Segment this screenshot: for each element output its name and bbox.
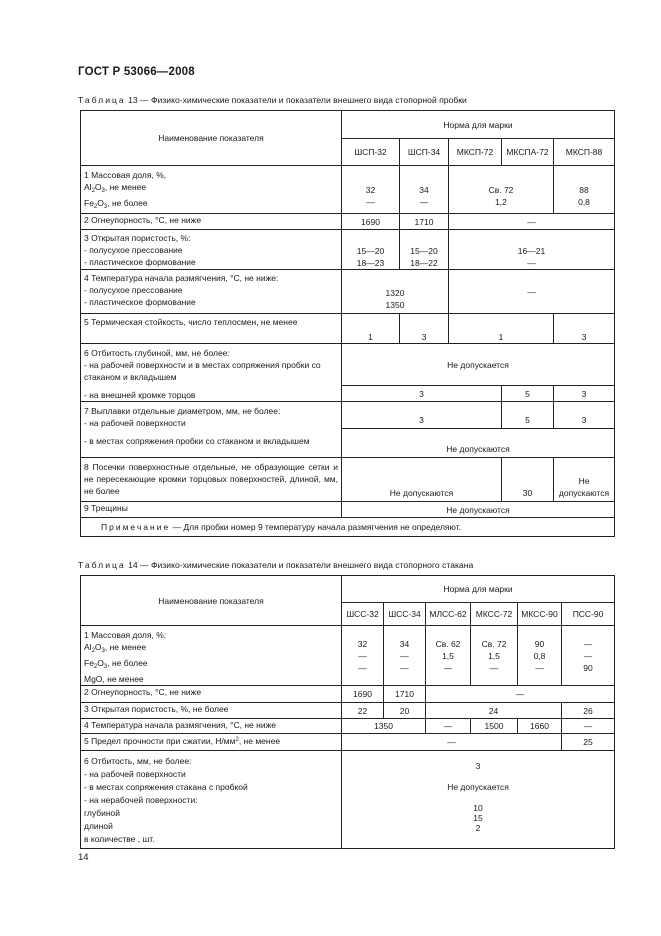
t14-r1-c5: 90 0,8 — (518, 626, 562, 686)
t13-r6-v-b1: 3 (342, 386, 502, 402)
t13-r6-v-b3: 3 (554, 386, 615, 402)
table13-caption-text: 13 — Физико-химические показатели и показатели внешнего вида стопорной пробки (125, 95, 467, 105)
t14-row-5 (81, 734, 615, 751)
t13-row-5 (81, 314, 615, 344)
t13-note-row (81, 518, 615, 537)
t13-r8-v1: Не допускаются (342, 458, 502, 502)
t14-col-5: МКСС-90 (518, 603, 562, 626)
t13-r7-v-a3: 3 (554, 402, 615, 429)
t13-row-3 (81, 230, 615, 270)
t13-r2-v3: — (449, 214, 615, 230)
t13-head-norm: Норма для марки (342, 111, 615, 139)
t13-r3-v2: 15—20 18—22 (400, 230, 449, 270)
t14-r5-v1: — (342, 734, 562, 751)
t14-r4-label: 4 Температура начала размягчения, °С, не ниже (81, 719, 342, 734)
t13-r9-v: Не допускаются (342, 502, 615, 518)
t13-col-3: МКСП-72 (449, 139, 502, 166)
t14-r1-c4: Св. 72 1,5 — (471, 626, 518, 686)
t13-r2-label: 2 Огнеупорность, °С, не ниже (81, 214, 342, 230)
t13-r4-v3: — (449, 270, 615, 314)
t14-head-norm: Норма для марки (342, 576, 615, 603)
t14-head-name: Наименование показателя (81, 576, 342, 626)
t13-r3-v3: 16—21 — (449, 230, 615, 270)
t14-r4-v4: 1500 (471, 719, 518, 734)
t14-r2-v3: — (426, 686, 615, 703)
t13-r3-v1: 15—20 18—23 (342, 230, 400, 270)
t14-r3-v6: 26 (562, 703, 615, 719)
t14-row-4 (81, 719, 615, 734)
t13-head-name: Наименование показателя (81, 111, 342, 166)
t13-r7-v-a2: 5 (502, 402, 554, 429)
t13-row-6a (81, 344, 615, 386)
t14-col-1: ШСС-32 (342, 603, 384, 626)
t14-r5-label: 5 Предел прочности при сжатии, $Н/мм^2$, не менее (81, 734, 342, 751)
t14-row-6 (81, 751, 615, 849)
t13-row-1 (81, 166, 615, 214)
document-header: ГОСТ Р 53066—2008 (78, 66, 195, 78)
t13-row-4 (81, 270, 615, 314)
t14-r1-c6: — — 90 (562, 626, 615, 686)
t13-r8-v3: Не допускаются (554, 458, 615, 502)
t14-r4-v5: 1660 (518, 719, 562, 734)
t13-col-2: ШСП-34 (400, 139, 449, 166)
t14-r3-v1: 22 (342, 703, 384, 719)
t14-row-2 (81, 686, 615, 703)
t14-r2-v1: 1690 (342, 686, 384, 703)
table13-caption-label: Таблица (78, 95, 126, 105)
t14-r2-label: 2 Огнеупорность, °С, не ниже (81, 686, 342, 703)
t13-r6-v-a: Не допускается (342, 344, 615, 386)
t13-r7-label: 7 Выплавки отдельные диаметром, мм, не более: - на рабочей поверхности - в местах сопряжения пробки со стаканом и вкладышем (81, 402, 342, 458)
t14-r2-v2: 1710 (384, 686, 426, 703)
t13-r2-v1: 1690 (342, 214, 400, 230)
t13-note: Примечание — Для пробки номер 9 температуру начала размягчения не определяют. (81, 518, 615, 537)
t13-r5-v3: 1 (449, 314, 554, 344)
t14-r4-v1: 1350 (342, 719, 426, 734)
t14-r3-label: 3 Открытая пористость, %, не более (81, 703, 342, 719)
t14-r6-values: 3 Не допускается 10 15 2 (342, 751, 615, 849)
t13-r7-v-a1: 3 (342, 402, 502, 429)
t14-r1-c1: 32 — — (342, 626, 384, 686)
t13-r2-v2: 1710 (400, 214, 449, 230)
t13-r8-label: 8 Посечки поверхностные отдельные, не образующие сетки и не пересекающие кромки торцовых поверхностей, длиной, мм, не более (81, 458, 342, 502)
t13-r5-label: 5 Термическая стойкость, число теплосмен, не менее (81, 314, 342, 344)
table14-caption (78, 560, 473, 570)
t13-r4-v1: 1320 1350 (342, 270, 449, 314)
t14-r3-v2: 20 (384, 703, 426, 719)
t13-row-9 (81, 502, 615, 518)
table14-caption-text: 14 — Физико-химические показатели и показатели внешнего вида стопорного стакана (125, 560, 474, 570)
t13-r9-label: 9 Трещины (81, 502, 342, 518)
t13-r1-v5: 88 0,8 (554, 166, 615, 214)
t13-row-2 (81, 214, 615, 230)
table13-caption (78, 95, 467, 105)
table14-caption-label: Таблица (78, 560, 126, 570)
t13-r3-label: 3 Открытая пористость, %: - полусухое прессование - пластическое формование (81, 230, 342, 270)
t13-r7-v-b: Не допускаются (342, 429, 615, 458)
page-number: 14 (78, 852, 89, 863)
t13-row-8 (81, 458, 615, 502)
t14-r4-v3: — (426, 719, 471, 734)
t13-col-5: МКСП-88 (554, 139, 615, 166)
t14-r1-c3: Св. 62 1,5 — (426, 626, 471, 686)
t13-r6-label: 6 Отбитость глубиной, мм, не более: - на рабочей поверхности и в местах сопряжения пробки со стаканом и вкладышем - на внешней кромке торцов (81, 344, 342, 402)
t14-col-3: МЛСС-62 (426, 603, 471, 626)
t14-r4-v6: — (562, 719, 615, 734)
t13-r1-v3: Св. 72 1,2 (449, 166, 554, 214)
t14-r1-label: 1 Массовая доля, %: $Al_2O_3$, не менее $Fe_2O_3$, не более MgO, не менее (81, 626, 342, 686)
t13-r5-v1: 1 (342, 314, 400, 344)
t14-r1-c2: 34 — — (384, 626, 426, 686)
t14-row-1 (81, 626, 615, 686)
t14-r6-label: 6 Отбитость, мм, не более: - на рабочей поверхности - в местах сопряжения стакана с пробкой - на нерабочей поверхности: глубиной длиной в количестве , шт. (81, 751, 342, 849)
table13 (80, 110, 615, 537)
t13-r5-v2: 3 (400, 314, 449, 344)
t13-r1-label: 1 Массовая доля, %, $Al_2O_3$, не менее $Fe_2O_3$, не более (81, 166, 342, 214)
t14-col-6: ПСС-90 (562, 603, 615, 626)
t14-col-4: МКСС-72 (471, 603, 518, 626)
t13-r4-label: 4 Температура начала размягчения, °С, не ниже: - полусухое прессование - пластическое формование (81, 270, 342, 314)
t13-col-1: ШСП-32 (342, 139, 400, 166)
t13-row-7a (81, 402, 615, 429)
t13-r5-v5: 3 (554, 314, 615, 344)
t14-r5-v6: 25 (562, 734, 615, 751)
t14-col-2: ШСС-34 (384, 603, 426, 626)
t13-r6-v-b2: 5 (502, 386, 554, 402)
t14-r3-v3: 24 (426, 703, 562, 719)
t13-r1-v2: 34 — (400, 166, 449, 214)
t13-r8-v2: 30 (502, 458, 554, 502)
t13-r1-v1: 32 — (342, 166, 400, 214)
table14 (80, 575, 615, 849)
t13-col-4: МКСПА-72 (502, 139, 554, 166)
t14-row-3 (81, 703, 615, 719)
